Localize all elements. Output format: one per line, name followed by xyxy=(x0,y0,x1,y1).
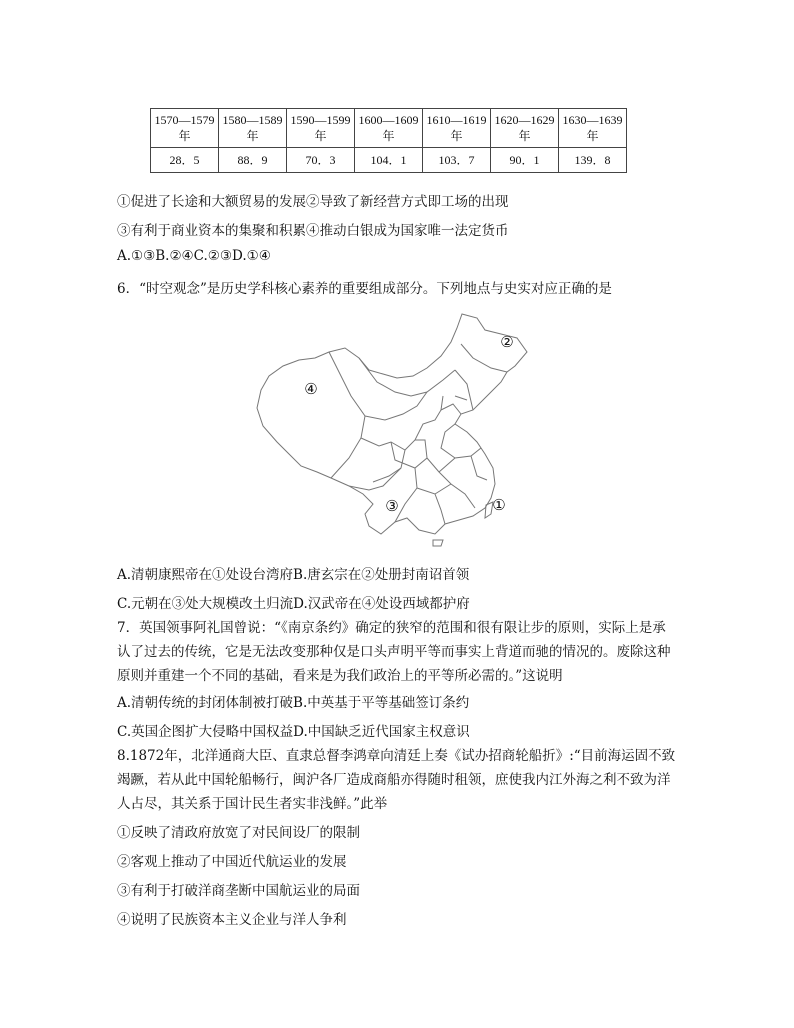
q5-option-line: ①促进了长途和大额贸易的发展②导致了新经营方式即工场的出现 xyxy=(117,194,509,210)
value-cell: 70．3 xyxy=(287,148,355,173)
silver-import-table xyxy=(150,108,627,173)
period-cell: 1610—1619 年 xyxy=(423,109,491,148)
china-map xyxy=(255,308,530,548)
table-header-row xyxy=(151,109,627,148)
q6-stem: 6．“时空观念”是历史学科核心素养的重要组成部分。下列地点与史实对应正确的是 xyxy=(117,281,612,297)
value-cell: 103．7 xyxy=(423,148,491,173)
q6-choices-cd: C.元朝在③处大规模改土归流D.汉武帝在④处设西域都护府 xyxy=(117,596,470,612)
q8-stem: 8.1872年，北洋通商大臣、直隶总督李鸿章向清廷上奏《试办招商轮船折》:“目前海运固不致竭蹶，若从此中国轮船畅行，闽沪各厂造成商船亦得随时租领，庶使我内江外海之利不致为洋人占尽，其关系于国计民生者实非浅鲜。”此举 xyxy=(117,748,676,812)
q5-answer-choices: A.①③B.②④C.②③D.①④ xyxy=(117,248,271,264)
period-cell: 1570—1579 年 xyxy=(151,109,219,148)
period-cell: 1590—1599 年 xyxy=(287,109,355,148)
period-cell: 1600—1609 年 xyxy=(355,109,423,148)
q7-stem: 7．英国领事阿礼国曾说：“《南京条约》确定的狭窄的范围和很有限让步的原则，实际上是承认了过去的传统，它是无法改变那种仅是口头声明平等而事实上背道而驰的情况的。废除这种原则并重建一个不同的基础，看来是为我们政治上的平等所必需的。”这说明 xyxy=(117,620,671,684)
marker-1: ① xyxy=(492,496,506,514)
period-cell: 1620—1629 年 xyxy=(491,109,559,148)
value-cell: 139．8 xyxy=(559,148,627,173)
q7-choices-ab: A.清朝传统的封闭体制被打破B.中英基于平等基础签订条约 xyxy=(117,695,470,711)
period-cell: 1580—1589 年 xyxy=(219,109,287,148)
table-value-row xyxy=(151,148,627,173)
q5-option-line: ③有利于商业资本的集聚和积累④推动白银成为国家唯一法定货币 xyxy=(117,223,509,239)
period-cell: 1630—1639 年 xyxy=(559,109,627,148)
value-cell: 28．5 xyxy=(151,148,219,173)
value-cell: 104．1 xyxy=(355,148,423,173)
q8-option-4: ④说明了民族资本主义企业与洋人争利 xyxy=(117,912,347,928)
value-cell: 90．1 xyxy=(491,148,559,173)
q7-choices-cd: C.英国企图扩大侵略中国权益D.中国缺乏近代国家主权意识 xyxy=(117,724,470,740)
q8-option-2: ②客观上推动了中国近代航运业的发展 xyxy=(117,854,347,870)
marker-2: ② xyxy=(500,333,514,351)
q8-option-1: ①反映了清政府放宽了对民间设厂的限制 xyxy=(117,825,360,841)
marker-3: ③ xyxy=(385,497,399,515)
marker-4: ④ xyxy=(304,380,318,398)
value-cell: 88．9 xyxy=(219,148,287,173)
q6-choices-ab: A.清朝康熙帝在①处设台湾府B.唐玄宗在②处册封南诏首领 xyxy=(117,567,470,583)
q8-option-3: ③有利于打破洋商垄断中国航运业的局面 xyxy=(117,883,360,899)
